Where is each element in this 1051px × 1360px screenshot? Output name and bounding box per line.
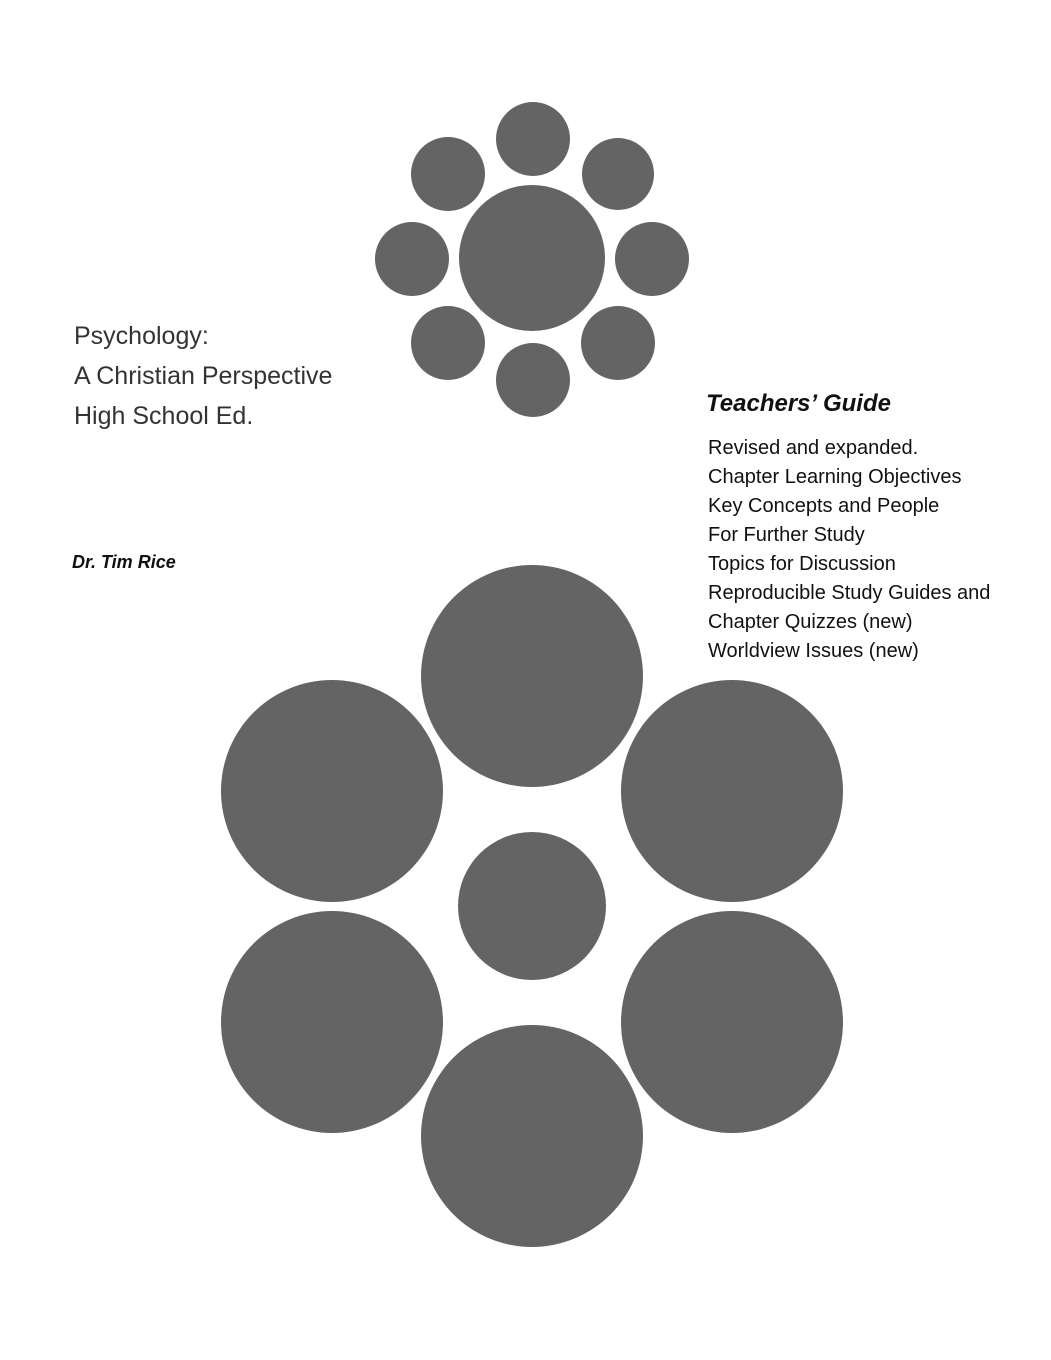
guide-heading: Teachers’ Guide	[706, 390, 891, 417]
feature-list	[708, 434, 990, 666]
author-name: Dr. Tim Rice	[72, 552, 176, 572]
top-flower-petal-circle	[496, 102, 570, 176]
bottom-flower-petal-circle	[621, 911, 843, 1133]
top-flower-petal-circle	[375, 222, 449, 296]
bottom-flower-center-circle	[458, 832, 606, 980]
bottom-flower-petal-circle	[421, 1025, 643, 1247]
top-flower-petal-circle	[411, 306, 485, 380]
top-flower-petal-circle	[615, 222, 689, 296]
feature-item: For Further Study	[708, 524, 865, 546]
feature-item: Key Concepts and People	[708, 495, 940, 517]
book-title-line: A Christian Perspective	[74, 362, 333, 390]
feature-item: Revised and expanded.	[708, 437, 919, 459]
feature-item: Chapter Learning Objectives	[708, 466, 962, 488]
top-flower-center-circle	[459, 185, 605, 331]
top-flower-petal-circle	[496, 343, 570, 417]
feature-item: Chapter Quizzes (new)	[708, 611, 913, 633]
top-flower-petal-circle	[411, 137, 485, 211]
bottom-flower-petal-circle	[621, 680, 843, 902]
book-title-line: High School Ed.	[74, 402, 254, 430]
feature-item: Reproducible Study Guides and	[708, 582, 991, 604]
book-title-line: Psychology:	[74, 322, 209, 350]
feature-item: Topics for Discussion	[708, 553, 896, 575]
book-title	[74, 316, 332, 436]
feature-item: Worldview Issues (new)	[708, 640, 919, 662]
bottom-flower-petal-circle	[221, 680, 443, 902]
bottom-flower-petal-circle	[221, 911, 443, 1133]
bottom-flower-petal-circle	[421, 565, 643, 787]
top-flower-petal-circle	[582, 138, 654, 210]
top-flower-petal-circle	[581, 306, 655, 380]
